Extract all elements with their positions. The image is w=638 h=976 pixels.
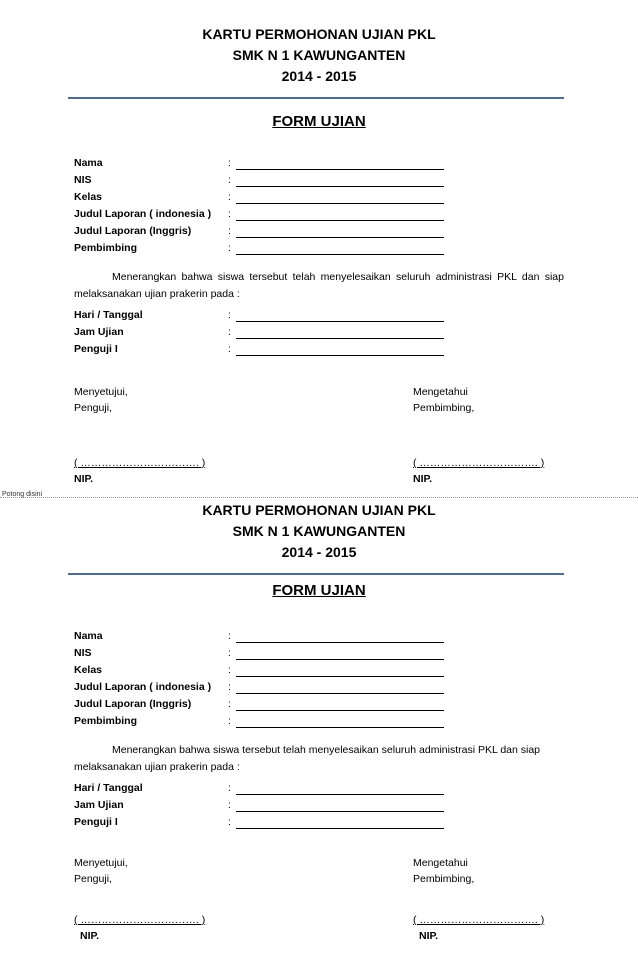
card-title-school: SMK N 1 KAWUNGANTEN (232, 47, 406, 63)
signature-examiner (74, 384, 128, 416)
field-colon: : (228, 242, 231, 254)
field-colon: : (228, 681, 231, 693)
field-colon: : (228, 208, 231, 220)
statement-paragraph (74, 269, 564, 303)
signature-nip: NIP. (419, 930, 439, 942)
signature-role: Pembimbing, (413, 402, 475, 414)
field-blank-line[interactable] (236, 338, 444, 339)
signature-nip: NIP. (413, 473, 433, 485)
field-label: Kelas (74, 191, 103, 203)
field-blank-line[interactable] (236, 203, 444, 204)
field-colon: : (228, 782, 231, 794)
field-colon: : (228, 816, 231, 828)
field-colon: : (228, 309, 231, 321)
field-label: Pembimbing (74, 242, 138, 254)
statement-text: Menerangkan bahwa siswa tersebut telah menyelesaikan seluruh administrasi PKL dan siap melaksanakan ujian prakerin pada : (74, 271, 564, 300)
field-label: Judul Laporan ( indonesia ) (74, 208, 212, 220)
field-blank-line[interactable] (236, 186, 444, 187)
signature-name-blank: ( ……………………………. ) (413, 457, 545, 469)
field-label: Nama (74, 630, 103, 642)
card-title-year: 2014 - 2015 (281, 68, 357, 84)
signature-role: Pembimbing, (413, 873, 475, 885)
signature-supervisor-name (413, 912, 544, 944)
field-blank-line[interactable] (236, 169, 444, 170)
field-blank-line[interactable] (236, 693, 444, 694)
signature-acknowledge-text: Mengetahui (413, 386, 468, 398)
statement-paragraph (74, 742, 564, 776)
form-title: FORM UJIAN (272, 582, 366, 599)
field-colon: : (228, 191, 231, 203)
signature-nip: NIP. (80, 930, 100, 942)
card-title-line1: KARTU PERMOHONAN UJIAN PKL (202, 502, 436, 518)
field-colon: : (228, 698, 231, 710)
signature-role: Penguji, (74, 402, 112, 414)
field-blank-line[interactable] (236, 220, 444, 221)
field-blank-line[interactable] (236, 828, 444, 829)
field-blank-line[interactable] (236, 794, 444, 795)
field-label: NIS (74, 174, 92, 186)
field-colon: : (228, 174, 231, 186)
field-blank-line[interactable] (236, 676, 444, 677)
field-blank-line[interactable] (236, 710, 444, 711)
signature-role: Penguji, (74, 873, 112, 885)
field-label: Judul Laporan (Inggris) (74, 225, 192, 237)
field-label: Hari / Tanggal (74, 782, 143, 794)
field-blank-line[interactable] (236, 642, 444, 643)
field-label: Kelas (74, 664, 103, 676)
field-blank-line[interactable] (236, 321, 444, 322)
cut-here-note: Potong disini (2, 491, 43, 498)
field-colon: : (228, 630, 231, 642)
field-label: Penguji I (74, 343, 118, 355)
field-label: Judul Laporan (Inggris) (74, 698, 192, 710)
card-title-school: SMK N 1 KAWUNGANTEN (232, 523, 406, 539)
signature-supervisor (413, 855, 474, 887)
field-blank-line[interactable] (236, 254, 444, 255)
field-colon: : (228, 647, 231, 659)
header-divider (68, 97, 564, 99)
exam-card-2 (0, 476, 638, 956)
field-colon: : (228, 715, 231, 727)
signature-approval-text: Menyetujui, (74, 857, 128, 869)
signature-examiner (74, 855, 128, 887)
field-label: NIS (74, 647, 92, 659)
field-blank-line[interactable] (236, 727, 444, 728)
field-blank-line[interactable] (236, 355, 444, 356)
field-label: Judul Laporan ( indonesia ) (74, 681, 212, 693)
field-label: Nama (74, 157, 103, 169)
field-label: Hari / Tanggal (74, 309, 143, 321)
signature-name-blank: ( ……………………………. ) (74, 914, 206, 926)
card-title-year: 2014 - 2015 (281, 544, 357, 560)
statement-text: Menerangkan bahwa siswa tersebut telah menyelesaikan seluruh administrasi PKL dan siap melaksanakan ujian prakerin pada : (74, 744, 541, 773)
field-label: Jam Ujian (74, 799, 124, 811)
field-label: Jam Ujian (74, 326, 124, 338)
field-blank-line[interactable] (236, 811, 444, 812)
field-blank-line[interactable] (236, 237, 444, 238)
field-blank-line[interactable] (236, 659, 444, 660)
field-colon: : (228, 664, 231, 676)
field-colon: : (228, 326, 231, 338)
signature-examiner-name (74, 912, 205, 944)
field-label: Pembimbing (74, 715, 138, 727)
card-title-line1: KARTU PERMOHONAN UJIAN PKL (202, 26, 436, 42)
signature-name-blank: ( ……………………………. ) (74, 457, 206, 469)
field-colon: : (228, 225, 231, 237)
field-colon: : (228, 157, 231, 169)
signature-approval-text: Menyetujui, (74, 386, 128, 398)
signature-supervisor (413, 384, 474, 416)
field-colon: : (228, 799, 231, 811)
header-divider (68, 573, 564, 575)
signature-nip: NIP. (74, 473, 94, 485)
signature-name-blank: ( ……………………………. ) (413, 914, 545, 926)
field-colon: : (228, 343, 231, 355)
field-label: Penguji I (74, 816, 118, 828)
form-title: FORM UJIAN (272, 113, 366, 130)
signature-acknowledge-text: Mengetahui (413, 857, 468, 869)
exam-card-1 (0, 0, 638, 485)
